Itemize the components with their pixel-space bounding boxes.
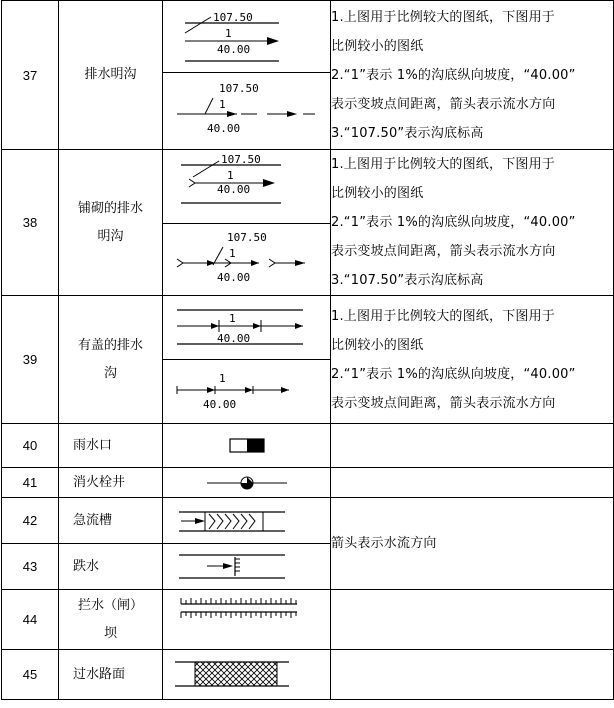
symbol-cell [163, 223, 331, 296]
symbol-cell [163, 1, 331, 73]
row-number: 44 [2, 590, 59, 650]
svg-text:107.50: 107.50 [220, 153, 261, 167]
check-dam-symbol [167, 592, 327, 648]
symbol-name: 急流槽 [59, 498, 163, 544]
table-row-37 [2, 1, 614, 73]
paved-ditch-small-scale-symbol [167, 225, 327, 293]
symbol-notes [331, 590, 614, 650]
svg-text:40.00: 40.00 [216, 183, 250, 197]
row-number: 45 [2, 650, 59, 700]
svg-text:40.00: 40.00 [202, 397, 236, 411]
symbol-notes: 1.上图用于比例较大的图纸，下图用于 比例较小的图纸 2.“1”表示 1%的沟底纵向坡度，“40.00” 表示变坡点间距离，箭头表示流水方向 3.“107.50”表示沟底标高 [331, 150, 614, 296]
row-number: 41 [2, 468, 59, 498]
svg-text:40.00: 40.00 [216, 331, 250, 345]
symbol-name: 有盖的排水 沟 [59, 296, 163, 424]
symbol-cell [163, 498, 331, 544]
symbol-cell [163, 650, 331, 700]
svg-text:107.50: 107.50 [226, 231, 267, 245]
table-row-45 [2, 650, 614, 700]
symbol-cell [163, 544, 331, 590]
symbol-cell [163, 360, 331, 424]
symbol-cell [163, 296, 331, 360]
table-row-41 [2, 468, 614, 498]
symbol-notes: 箭头表示水流方向 [331, 498, 614, 590]
table-row-44 [2, 590, 614, 650]
svg-text:1: 1 [218, 98, 226, 111]
svg-text:1: 1 [226, 169, 234, 183]
rain-inlet-symbol [167, 426, 327, 466]
paved-ditch-large-scale-symbol [167, 151, 327, 221]
svg-text:40.00: 40.00 [216, 271, 250, 285]
row-number: 40 [2, 424, 59, 468]
symbol-cell [163, 468, 331, 498]
symbol-cell [163, 150, 331, 224]
symbol-notes [331, 650, 614, 700]
covered-ditch-large-scale-symbol [167, 298, 327, 358]
table-row-39 [2, 296, 614, 360]
svg-text:40.00: 40.00 [206, 122, 240, 135]
symbol-notes [331, 424, 614, 468]
fire-hydrant-well-symbol [167, 469, 327, 497]
drop-structure-symbol [167, 547, 327, 587]
symbol-notes: 1.上图用于比例较大的图纸，下图用于 比例较小的图纸 2.“1”表示 1%的沟底纵向坡度，“40.00” 表示变坡点间距离，箭头表示流水方向 3.“107.50”表示沟底标高 [331, 1, 614, 150]
overflow-road-surface-symbol [167, 652, 327, 698]
drainage-symbol-table [1, 0, 614, 700]
svg-text:1: 1 [218, 371, 226, 385]
row-number: 37 [2, 1, 59, 150]
row-number: 43 [2, 544, 59, 590]
symbol-cell [163, 73, 331, 150]
slope-label: 1 [224, 26, 232, 40]
symbol-name: 雨水口 [59, 424, 163, 468]
symbol-cell [163, 590, 331, 650]
table-row-40 [2, 424, 614, 468]
invert-elevation-label: 107.50 [212, 10, 253, 24]
row-number: 38 [2, 150, 59, 296]
symbol-cell [163, 424, 331, 468]
open-ditch-small-scale-symbol [167, 76, 327, 146]
symbol-notes [331, 468, 614, 498]
covered-ditch-small-scale-symbol [167, 362, 327, 422]
symbol-name: 铺砌的排水 明沟 [59, 150, 163, 296]
symbol-notes: 1.上图用于比例较大的图纸，下图用于 比例较小的图纸 2.“1”表示 1%的沟底纵向坡度，“40.00” 表示变坡点间距离，箭头表示流水方向 [331, 296, 614, 424]
svg-text:107.50: 107.50 [218, 82, 259, 95]
svg-text:1: 1 [228, 247, 236, 261]
row-number: 39 [2, 296, 59, 424]
row-number: 42 [2, 498, 59, 544]
symbol-name: 拦水（闸） 坝 [59, 590, 163, 650]
symbol-name: 跌水 [59, 544, 163, 590]
symbol-name: 过水路面 [59, 650, 163, 700]
table-row-38 [2, 150, 614, 224]
distance-label: 40.00 [216, 42, 250, 56]
chute-symbol [167, 501, 327, 541]
symbol-name: 排水明沟 [59, 1, 163, 150]
svg-text:1: 1 [228, 311, 236, 325]
open-ditch-large-scale-symbol [167, 3, 327, 71]
symbol-name: 消火栓井 [59, 468, 163, 498]
table-row-42 [2, 498, 614, 544]
